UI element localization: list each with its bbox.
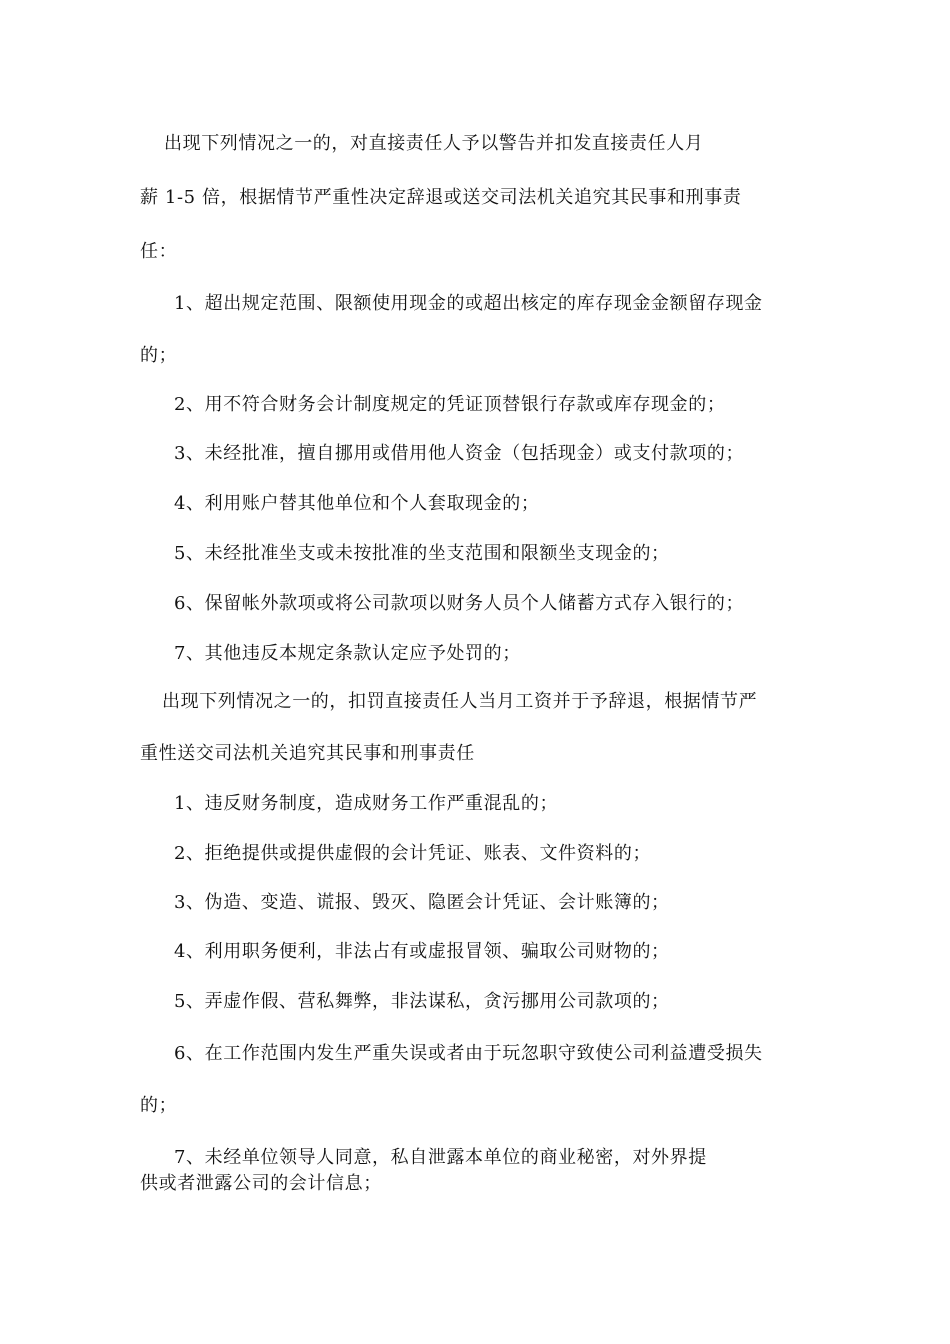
paragraph-line: 重性送交司法机关追究其民事和刑事责任 — [140, 743, 475, 764]
list-item: 4、利用职务便利，非法占有或虚报冒领、骗取公司财物的； — [174, 941, 670, 962]
list-item: 7、其他违反本规定条款认定应予处罚的； — [174, 643, 521, 664]
paragraph-line: 出现下列情况之一的，扣罚直接责任人当月工资并于予辞退，根据情节严 — [162, 691, 758, 712]
list-item: 5、弄虚作假、营私舞弊，非法谋私，贪污挪用公司款项的； — [174, 991, 670, 1012]
paragraph-line: 的； — [140, 1095, 178, 1116]
list-item: 2、用不符合财务会计制度规定的凭证顶替银行存款或库存现金的； — [174, 394, 726, 415]
list-item: 5、未经批准坐支或未按批准的坐支范围和限额坐支现金的； — [174, 543, 670, 564]
paragraph-line: 的； — [140, 345, 178, 366]
list-item: 7、未经单位领导人同意，私自泄露本单位的商业秘密，对外界提 — [174, 1147, 707, 1168]
list-item: 6、保留帐外款项或将公司款项以财务人员个人储蓄方式存入银行的； — [174, 593, 745, 614]
list-item: 6、在工作范围内发生严重失误或者由于玩忽职守致使公司利益遭受损失 — [174, 1043, 763, 1064]
paragraph-line: 薪 1-5 倍，根据情节严重性决定辞退或送交司法机关追究其民事和刑事责 — [140, 187, 742, 208]
paragraph-line: 出现下列情况之一的，对直接责任人予以警告并扣发直接责任人月 — [164, 133, 704, 154]
list-item: 3、伪造、变造、谎报、毁灭、隐匿会计凭证、会计账簿的； — [174, 892, 670, 913]
list-item: 1、超出规定范围、限额使用现金的或超出核定的库存现金金额留存现金 — [174, 293, 763, 314]
list-item: 4、利用账户替其他单位和个人套取现金的； — [174, 493, 540, 514]
list-item: 2、拒绝提供或提供虚假的会计凭证、账表、文件资料的； — [174, 843, 652, 864]
list-item: 3、未经批准，擅自挪用或借用他人资金（包括现金）或支付款项的； — [174, 443, 745, 464]
paragraph-line: 供或者泄露公司的会计信息； — [140, 1173, 382, 1194]
paragraph-line: 任： — [140, 241, 178, 262]
list-item: 1、违反财务制度，造成财务工作严重混乱的； — [174, 793, 559, 814]
